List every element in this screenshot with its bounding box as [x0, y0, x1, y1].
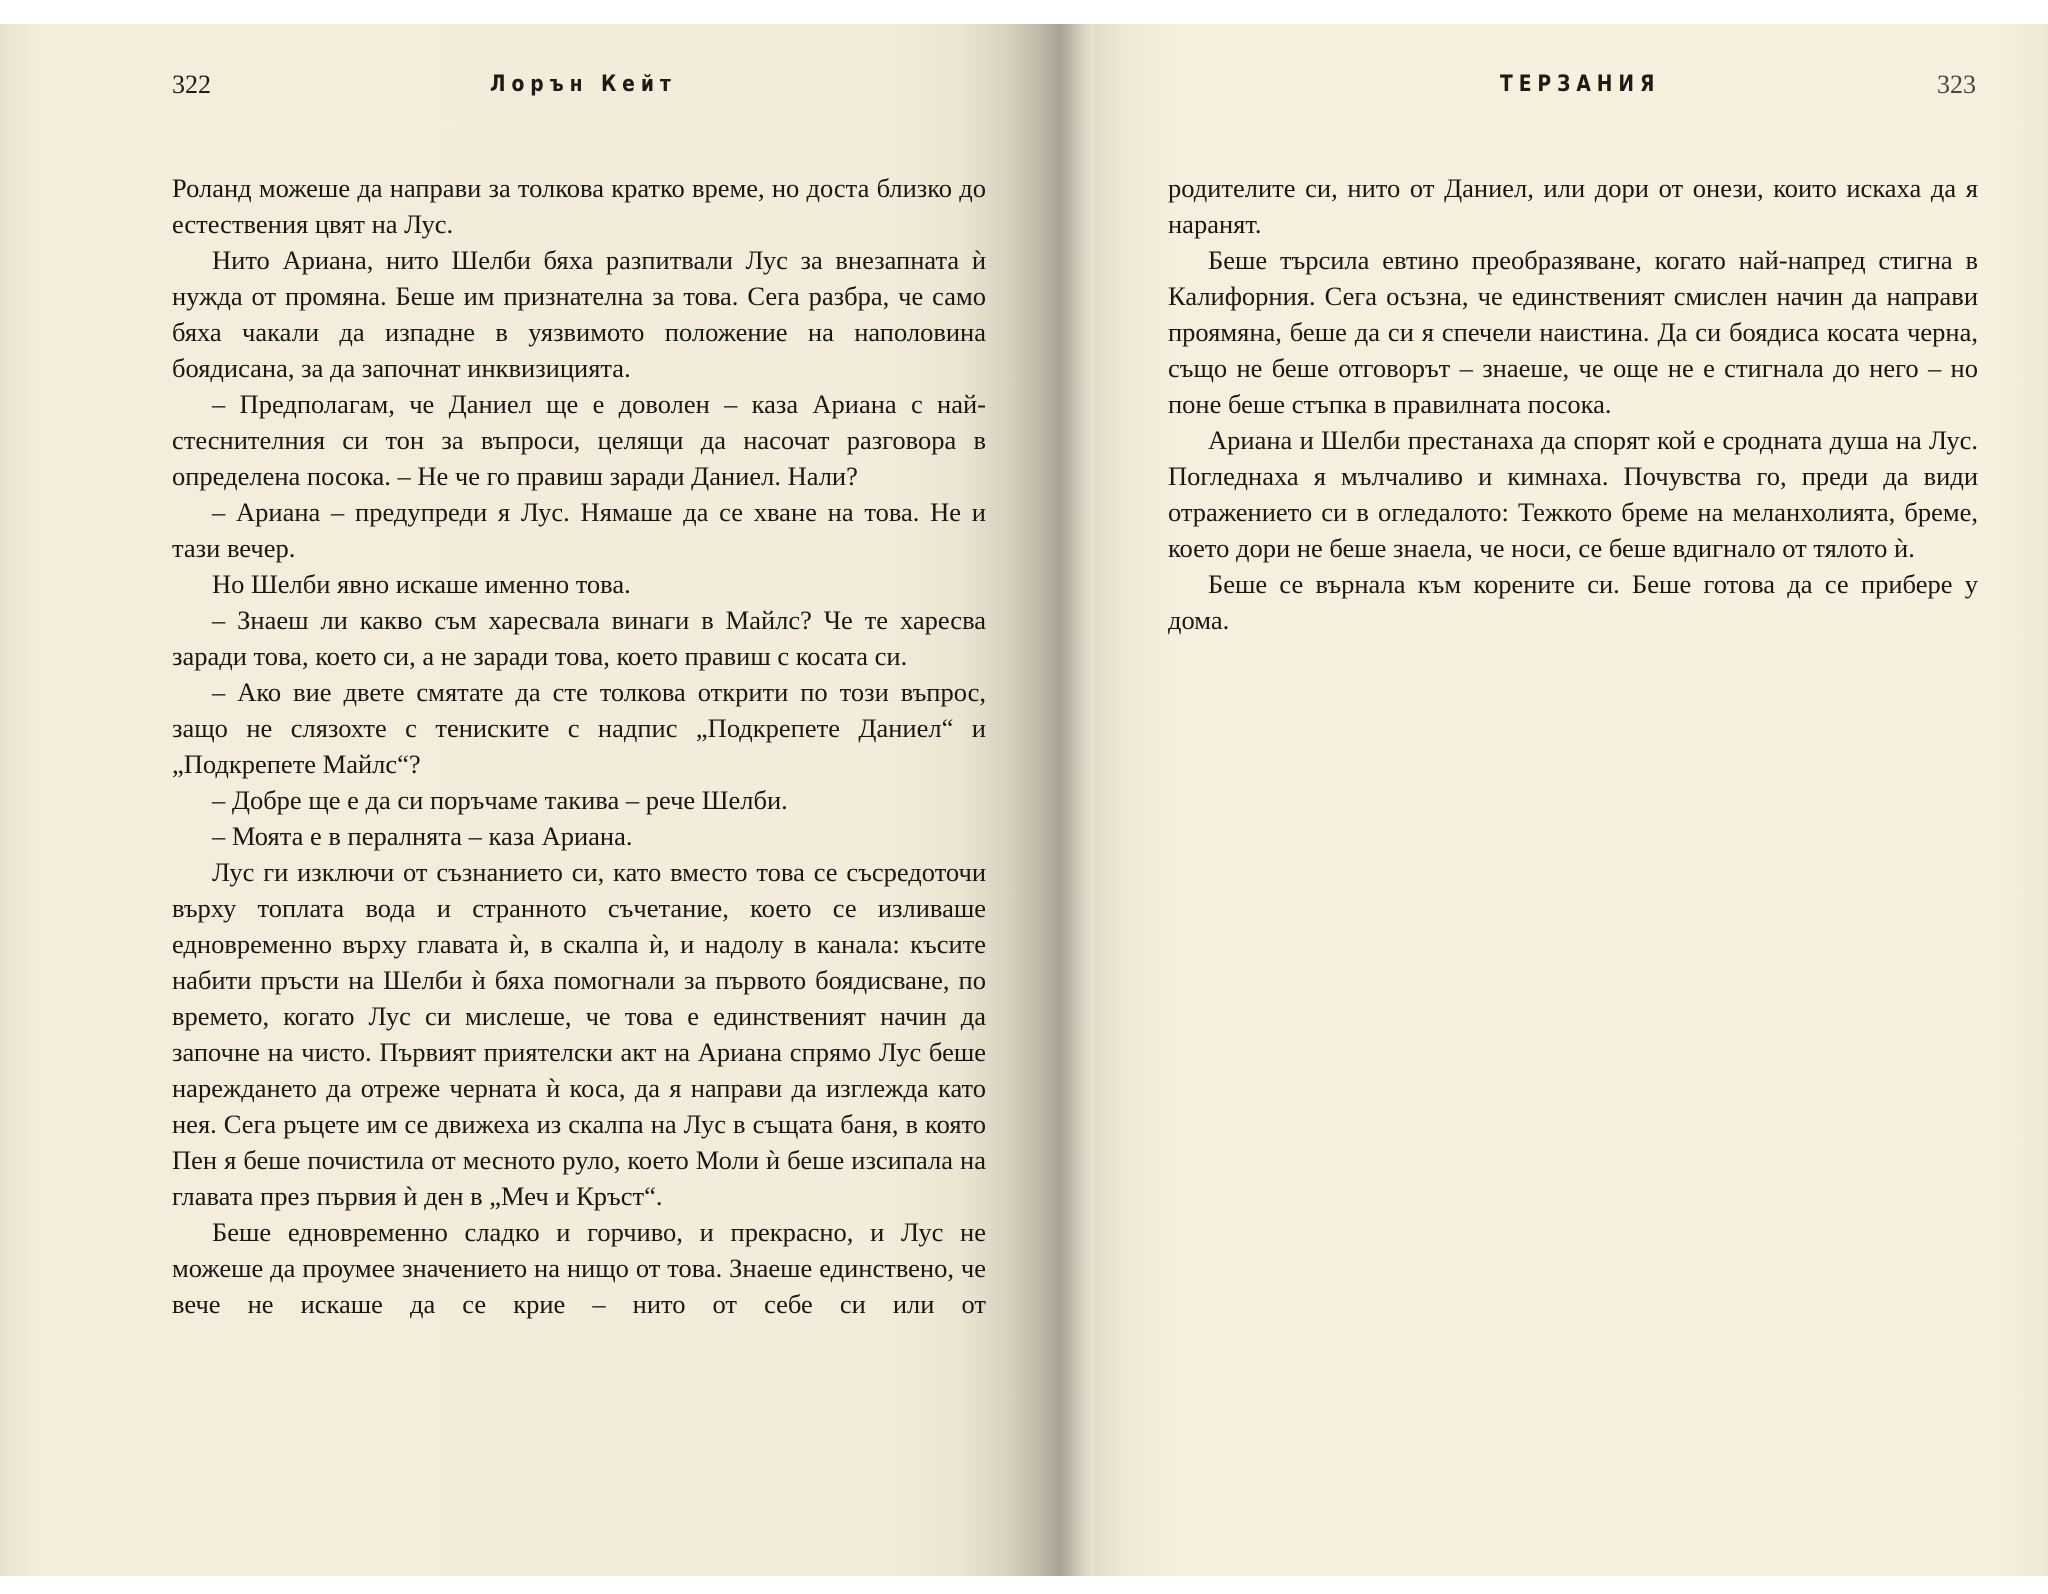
paragraph: Роланд можеше да направи за толкова кратко време, но доста близко до естествения цвят на Лус. — [172, 173, 986, 239]
paragraph: – Предполагам, че Даниел ще е доволен – каза Ариана с най-стеснителния си тон за въпроси, целящи да насочат разговора в определена посока. – Не че го правиш заради Даниел. Нали? — [172, 389, 986, 491]
right-page-body — [1168, 170, 1978, 638]
paragraph: – Ариана – предупреди я Лус. Нямаше да се хване на това. Не и тази вечер. — [172, 497, 986, 563]
paragraph: – Моята е в пералнята – каза Ариана. — [212, 821, 633, 851]
paragraph: Лус ги изключи от съзнанието си, като вместо това се съсредоточи върху топлата вода и странното съчетание, което се изливаше едновременно върху главата ѝ, в скалпа ѝ, и надолу в канала: късите набити пръсти на Шелби ѝ бяха помогнали за първото боядисване, по времето, когато Лус си мислеше, че това е единственият начин да започне на чисто. Първият приятелски акт на Ариана спрямо Лус беше нареждането да отреже черната ѝ коса, да я направи да изглежда като нея. Сега ръцете им се движеха из скалпа на Лус в същата баня, в която Пен я беше почистила от месното руло, което Моли ѝ беше изсипала на главата през първия ѝ ден в „Меч и Кръст“. — [172, 857, 986, 1211]
paragraph: – Ако вие двете смятате да сте толкова открити по този въпрос, защо не слязохте с тениските с надпис „Подкрепете Даниел“ и „Подкрепете Майлс“? — [172, 677, 986, 779]
paragraph: Ариана и Шелби престанаха да спорят кой е сродната душа на Лус. Погледнаха я мълчаливо и кимнаха. Почувства го, преди да види отражението си в огледалото: Тежкото бреме на меланхолията, бреме, което дори не беше знаела, че носи, се беше вдигнало от тялото ѝ. — [1168, 425, 1978, 563]
book-spread — [0, 24, 2048, 1576]
right-running-header: ТЕРЗАНИЯ — [1500, 72, 1661, 97]
paragraph: – Добре ще е да си поръчаме такива – рече Шелби. — [212, 785, 788, 815]
right-page-number: 323 — [1937, 70, 1976, 99]
paragraph: Нито Ариана, нито Шелби бяха разпитвали Лус за внезапната ѝ нужда от промяна. Беше им признателна за това. Сега разбра, че само бяха чакали да изпадне в уязвимото положение на наполовина боядисана, за да започнат инквизицията. — [172, 245, 986, 383]
paragraph: Беше се върнала към корените си. Беше готова да се прибере у дома. — [1168, 569, 1978, 635]
paragraph: – Знаеш ли какво съм харесвала винаги в Майлс? Че те харесва заради това, което си, а не заради това, което правиш с косата си. — [172, 605, 986, 671]
left-page-body — [172, 170, 986, 1322]
paragraph: родителите си, нито от Даниел, или дори от онези, които искаха да я наранят. — [1168, 173, 1978, 239]
right-page — [1094, 24, 2048, 1576]
left-page — [0, 24, 1094, 1576]
left-running-header: Лорън Кейт — [490, 72, 677, 97]
left-page-number: 322 — [172, 70, 211, 99]
paragraph: Беше едновременно сладко и горчиво, и прекрасно, и Лус не можеше да проумее значението на нищо от това. Знаеше единствено, че вече не искаше да се крие – нито от себе си или от — [172, 1217, 986, 1319]
paragraph: Но Шелби явно искаше именно това. — [212, 569, 631, 599]
paragraph: Беше търсила евтино преобразяване, когато най-напред стигна в Калифорния. Сега осъзна, че единственият смислен начин да направи проямяна, беше да си я спечели наистина. Да си боядиса косата черна, също не беше отговорът – знаеше, че още не е стигнала до него – но поне беше стъпка в правилната посока. — [1168, 245, 1978, 419]
